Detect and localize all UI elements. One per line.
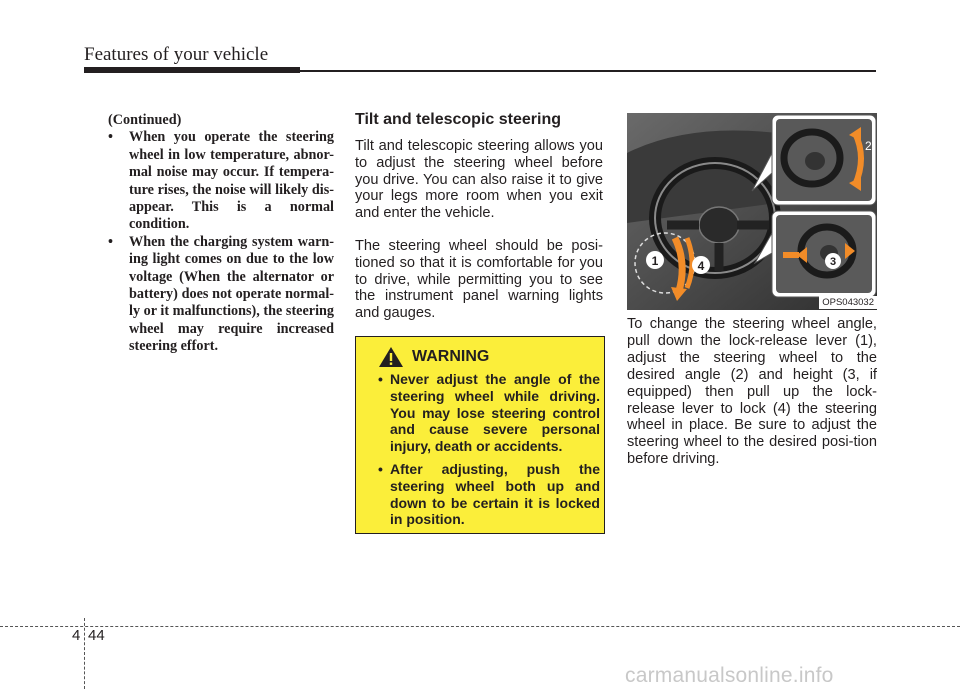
right-paragraph: To change the steering wheel angle, pull down the lock-release lever (1), adjust the steering wheel to the desired angle (2) and height (3, if equipped) then pull up the lock-release lever to lock (4) the steering wheel in place. Be sure to adjust the steering wheel to the desired posi-tion before driving. bbox=[627, 316, 877, 468]
warning-header bbox=[378, 346, 489, 368]
warning-title: WARNING bbox=[412, 348, 490, 365]
warning-item-1 bbox=[378, 371, 600, 455]
left-bullet-2 bbox=[108, 234, 334, 356]
steering-wheel-illustration bbox=[627, 113, 877, 310]
bullet-dot: • bbox=[378, 371, 383, 387]
right-column bbox=[627, 316, 877, 468]
callout-4: 4 bbox=[697, 259, 705, 273]
left-bullet-1 bbox=[108, 129, 334, 233]
steering-wheel-figure bbox=[627, 113, 877, 310]
header-rule-thin bbox=[300, 70, 876, 72]
watermark: carmanualsonline.info bbox=[625, 664, 834, 687]
warning-box bbox=[355, 336, 605, 534]
warning-item-2 bbox=[378, 461, 600, 528]
continued-label: (Continued) bbox=[108, 112, 182, 128]
warning-item-2-text: After adjusting, push the steering wheel both up and down to be certain it is locked in position. bbox=[390, 460, 600, 528]
figure-code: OPS043032 bbox=[819, 296, 877, 309]
middle-column bbox=[355, 110, 603, 338]
paragraph-2: The steering wheel should be posi-tioned so that it is comfortable for you to drive, while permitting you to see the instrument panel warning lights and gauges. bbox=[355, 237, 603, 322]
callout-2: 2 bbox=[865, 139, 872, 153]
header-rule-thick bbox=[84, 67, 300, 73]
callout-1: 1 bbox=[651, 254, 659, 268]
left-bullet-1-text: When you operate the steering wheel in low temperature, abnor-mal noise may occur. If tempera-ture rises, the noise will likely dis-appear. This is a normal condition. bbox=[129, 129, 334, 233]
paragraph-1: Tilt and telescopic steering allows you to adjust the steering wheel before you drive. You can also raise it to give your legs more room when you exit and enter the vehicle. bbox=[355, 138, 603, 222]
warning-item-1-text: Never adjust the angle of the steering wheel while driving. You may lose steering control and cause severe personal injury, death or accidents. bbox=[390, 371, 600, 455]
callout-3: 3 bbox=[829, 256, 837, 268]
left-column bbox=[108, 112, 334, 356]
left-bullet-2-text: When the charging system warn-ing light comes on due to the low voltage (When the alternator or battery) does not operate normal-ly or it malfunctions), the steering wheel may require increased steering effort. bbox=[129, 233, 334, 355]
chapter-number: 4 bbox=[72, 627, 81, 644]
footer-divider bbox=[84, 618, 85, 689]
page-number: 44 bbox=[88, 627, 105, 644]
footer-rule bbox=[0, 626, 960, 627]
page-header-title: Features of your vehicle bbox=[84, 44, 269, 65]
section-heading: Tilt and telescopic steering bbox=[355, 111, 561, 128]
bullet-dot: • bbox=[378, 460, 383, 477]
warning-list bbox=[378, 371, 600, 534]
warning-triangle-icon bbox=[378, 346, 404, 368]
